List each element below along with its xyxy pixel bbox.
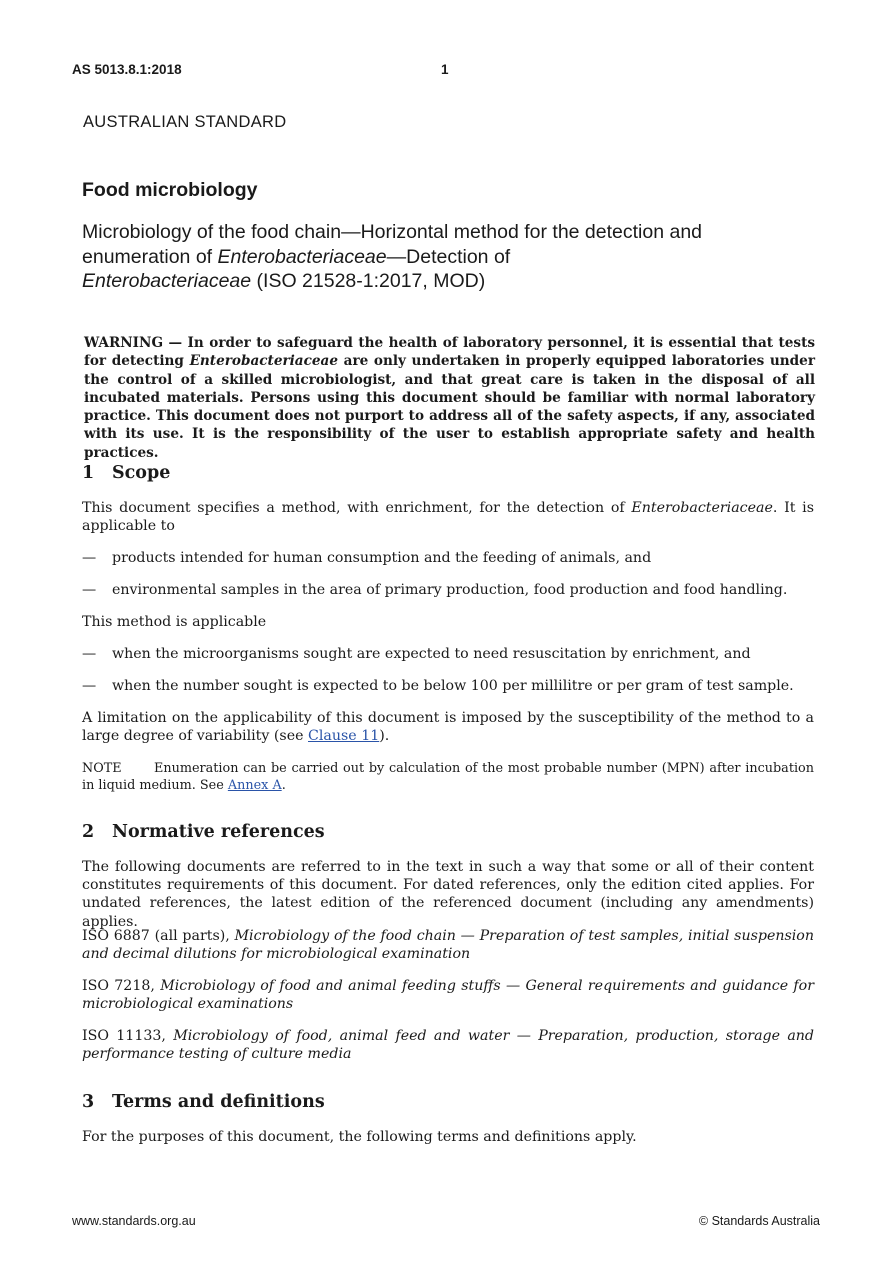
section-title: Normative references [112,822,325,842]
dash-bullet: — [82,678,97,694]
note-text-1: Enumeration can be carried out by calculation of the most probable number (MPN) after incubation in liquid medium. See [82,761,814,793]
note-text-2: . [281,778,286,793]
document-title: Food microbiology [82,179,258,201]
normative-reference-item [82,977,814,1013]
limitation-text-2: ). [379,728,390,745]
normative-reference-item [82,1027,814,1063]
subtitle-text-3: (ISO 21528-1:2017, MOD) [251,270,486,292]
list-item [82,581,814,599]
scope-intro-text-2: . It is applicable to [82,500,815,535]
warning-text-2: are only undertaken in properly equipped laboratories under the control of a skilled microbiologist, and that great care is taken in the disposal of all incubated materials. Persons using this document should be familiar with normal laboratory practice. This document does not purport to address all of the safety aspects, if any, associated with its use. It is the responsibility of the user to establish appropriate safety and health practices. [84,353,815,461]
list-item [82,677,814,695]
section-number: 3 [82,1092,95,1112]
note-label: NOTE [82,761,122,776]
standard-type-label: AUSTRALIAN STANDARD [83,113,287,131]
reference-title: Microbiology of the food chain — Preparation of test samples, initial suspension and decimal dilutions for microbiological examination [82,928,814,963]
subtitle-text-1: Microbiology of the food chain—Horizontal method for the detection and enumeration of [82,221,703,268]
dash-bullet: — [82,646,97,662]
document-subtitle [82,220,722,294]
section-title: Terms and definitions [112,1092,325,1112]
subtitle-italic-2: Enterobacteriaceae [82,270,252,292]
reference-code: ISO 7218, [82,978,161,994]
reference-code: ISO 6887 (all parts), [82,928,235,944]
list-item-text: when the number sought is expected to be below 100 per millilitre or per gram of test sample. [112,678,794,694]
scope-intro-italic: Enterobacteriaceae [631,500,773,516]
warning-paragraph [84,334,815,462]
scope-intro-text-1: This document specifies a method, with enrichment, for the detection of [82,500,632,516]
warning-text-1: WARNING — In order to safeguard the health of laboratory personnel, it is essential that tests for detecting [84,335,815,370]
scope-limitation [82,709,814,745]
header-page-number: 1 [441,62,449,77]
section-number: 1 [82,463,95,483]
list-item-text: environmental samples in the area of primary production, food production and food handling. [112,582,788,598]
subtitle-italic-1: Enterobacteriaceae [217,245,387,268]
section-title: Scope [112,463,171,483]
footer-website: www.standards.org.au [72,1214,196,1228]
section-number: 2 [82,822,95,842]
warning-italic: Enterobacteriaceae [189,353,338,370]
list-item-text: products intended for human consumption and the feeding of animals, and [112,550,652,566]
dash-bullet: — [82,582,97,598]
dash-bullet: — [82,550,97,566]
clause-11-link[interactable]: Clause 11 [308,728,380,745]
section-heading-terms-and-definitions [82,1092,325,1112]
section-heading-scope [82,463,170,483]
list-item [82,645,814,663]
scope-note [82,760,814,794]
reference-code: ISO 11133, [82,1028,174,1044]
section-heading-normative-references [82,822,325,842]
header-standard-number: AS 5013.8.1:2018 [72,62,182,77]
scope-applicable: This method is applicable [82,614,267,630]
list-item-text: when the microorganisms sought are expected to need resuscitation by enrichment, and [112,646,751,662]
reference-title: Microbiology of food and animal feeding stuffs — General requirements and guidance for microbiological examinations [82,978,814,1013]
footer-copyright: © Standards Australia [698,1214,820,1228]
subtitle-text-2: —Detection of [386,245,511,268]
list-item [82,549,814,567]
normative-reference-item [82,927,814,963]
normative-intro: The following documents are referred to in the text in such a way that some or all of their content constitutes requirements of this document. For dated references, only the edition cited applies. For undated references, the latest edition of the referenced document (including any amendments) applies. [82,859,814,930]
limitation-text-1: A limitation on the applicability of this document is imposed by the susceptibility of the method to a large degree of variability (see [82,710,814,745]
annex-a-link[interactable]: Annex A [227,778,282,793]
terms-intro: For the purposes of this document, the following terms and definitions apply. [82,1129,637,1145]
scope-intro [82,499,814,535]
reference-title: Microbiology of food, animal feed and water — Preparation, production, storage and performance testing of culture media [82,1028,814,1063]
